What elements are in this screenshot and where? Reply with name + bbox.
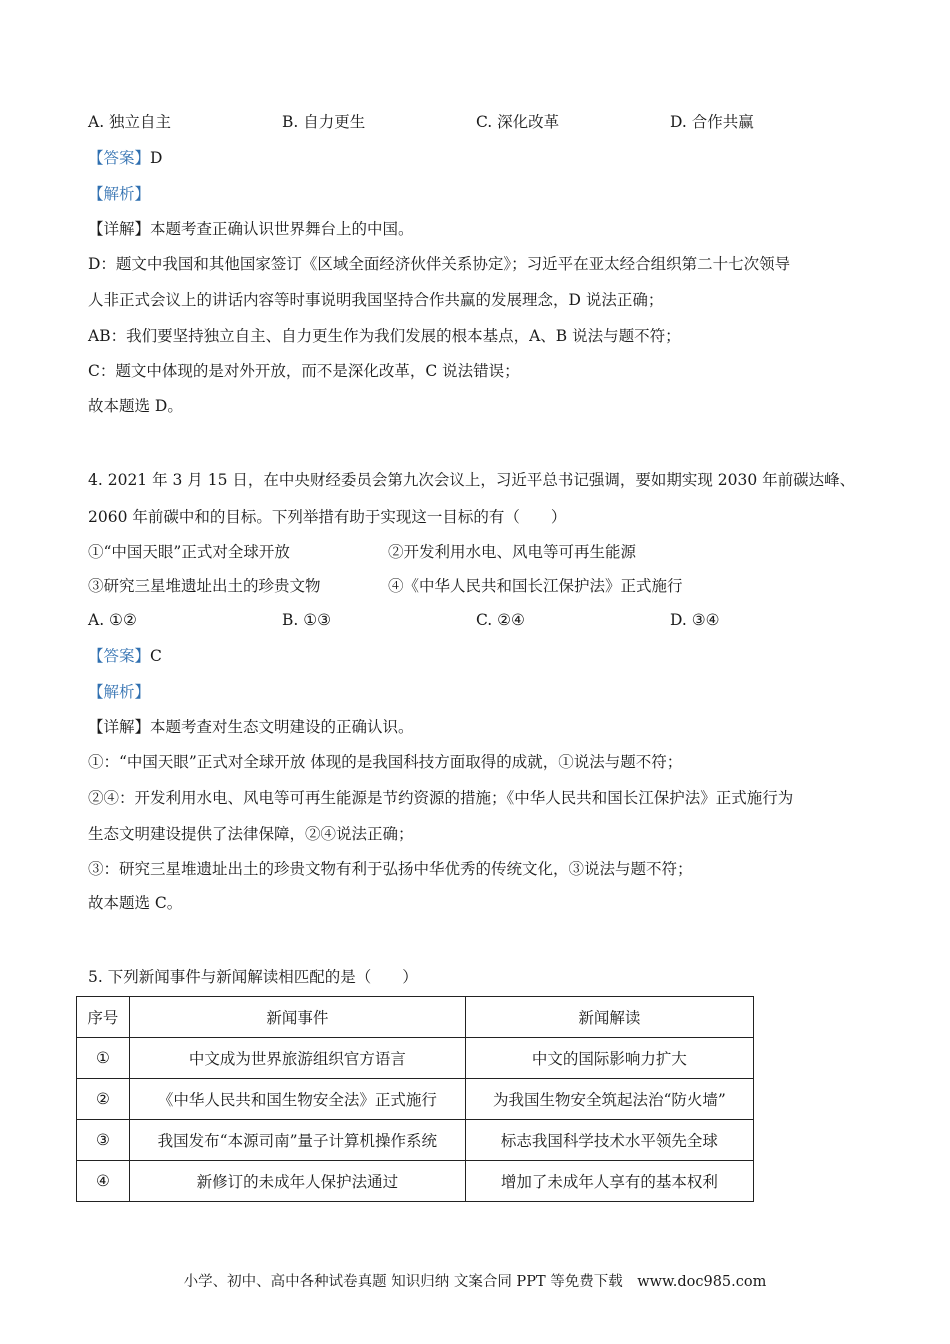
table-row bbox=[77, 1079, 754, 1120]
q4-option-a: A. ①② bbox=[88, 611, 137, 629]
table-cell: 增加了未成年人享有的基本权利 bbox=[465, 1161, 753, 1202]
q4-item-2: ②开发利用水电、风电等可再生能源 bbox=[388, 543, 637, 561]
q4-line: 【详解】本题考查对生态文明建设的正确认识。 bbox=[88, 718, 414, 736]
q4-line: ②④：开发利用水电、风电等可再生能源是节约资源的措施；《中华人民共和国长江保护法》正式施行为 bbox=[88, 789, 794, 807]
header-cell: 序号 bbox=[77, 997, 130, 1038]
q3-line: C：题文中体现的是对外开放，而不是深化改革，C 说法错误； bbox=[88, 362, 520, 380]
q3-line: AB：我们要坚持独立自主、自力更生作为我们发展的根本基点，A、B 说法与题不符； bbox=[88, 327, 681, 345]
header-cell: 新闻事件 bbox=[129, 997, 465, 1038]
q3-answer bbox=[88, 148, 162, 168]
news-table bbox=[76, 996, 754, 1202]
q3-line: 人非正式会议上的讲话内容等时事说明我国坚持合作共赢的发展理念，D 说法正确； bbox=[88, 291, 664, 309]
q3-option-a: A. 独立自主 bbox=[88, 113, 172, 131]
q4-option-c: C. ②④ bbox=[476, 611, 525, 629]
table-row bbox=[77, 1038, 754, 1079]
q4-option-d: D. ③④ bbox=[670, 611, 720, 629]
table-cell: ④ bbox=[77, 1161, 130, 1202]
q4-item-1: ①“中国天眼”正式对全球开放 bbox=[88, 543, 290, 561]
answer-value: D bbox=[150, 149, 163, 167]
answer-tag: 【答案】 bbox=[88, 149, 151, 167]
table-cell: 中文成为世界旅游组织官方语言 bbox=[129, 1038, 465, 1079]
table-cell: 《中华人民共和国生物安全法》正式施行 bbox=[129, 1079, 465, 1120]
table-row bbox=[77, 1161, 754, 1202]
q3-option-c: C. 深化改革 bbox=[476, 113, 560, 131]
table-cell: 为我国生物安全筑起法治“防火墙” bbox=[465, 1079, 753, 1120]
header-cell: 新闻解读 bbox=[465, 997, 753, 1038]
q3-option-d: D. 合作共赢 bbox=[670, 113, 754, 131]
q5-stem: 5. 下列新闻事件与新闻解读相匹配的是（ ） bbox=[88, 968, 418, 986]
q4-stem: 4. 2021 年 3 月 15 日，在中央财经委员会第九次会议上，习近平总书记强调，要如期实现 2030 年前碳达峰、 bbox=[88, 471, 856, 489]
q4-item-4: ④《中华人民共和国长江保护法》正式施行 bbox=[388, 577, 683, 595]
q4-analysis-tag: 【解析】 bbox=[88, 683, 151, 701]
table-row bbox=[77, 1120, 754, 1161]
q4-line: 生态文明建设提供了法律保障，②④说法正确； bbox=[88, 825, 414, 843]
q3-analysis-tag: 【解析】 bbox=[88, 185, 151, 203]
table-cell: ② bbox=[77, 1079, 130, 1120]
q3-line: D：题文中我国和其他国家签订《区域全面经济伙伴关系协定》；习近平在亚太经合组织第二十七次领导 bbox=[88, 255, 791, 273]
q4-line: ③：研究三星堆遗址出土的珍贵文物有利于弘扬中华优秀的传统文化，③说法与题不符； bbox=[88, 860, 693, 878]
table-cell: ③ bbox=[77, 1120, 130, 1161]
q4-option-b: B. ①③ bbox=[282, 611, 332, 629]
table-cell: 新修订的未成年人保护法通过 bbox=[129, 1161, 465, 1202]
q4-line: ①：“中国天眼”正式对全球开放 体现的是我国科技方面取得的成就，①说法与题不符； bbox=[88, 753, 683, 771]
q3-option-b: B. 自力更生 bbox=[282, 113, 366, 131]
answer-tag: 【答案】 bbox=[88, 647, 151, 665]
q4-stem: 2060 年前碳中和的目标。下列举措有助于实现这一目标的有（ ） bbox=[88, 508, 567, 526]
q3-line: 故本题选 D。 bbox=[88, 397, 183, 415]
table-cell: 标志我国科学技术水平领先全球 bbox=[465, 1120, 753, 1161]
q4-line: 故本题选 C。 bbox=[88, 894, 183, 912]
table-cell: 中文的国际影响力扩大 bbox=[465, 1038, 753, 1079]
table-cell: ① bbox=[77, 1038, 130, 1079]
q3-line: 【详解】本题考查正确认识世界舞台上的中国。 bbox=[88, 220, 414, 238]
table-header-row bbox=[77, 997, 754, 1038]
page-footer: 小学、初中、高中各种试卷真题 知识归纳 文案合同 PPT 等免费下载 www.doc985.com bbox=[183, 1274, 767, 1290]
q4-item-3: ③研究三星堆遗址出土的珍贵文物 bbox=[88, 577, 321, 595]
answer-value: C bbox=[150, 647, 162, 665]
q4-answer bbox=[88, 646, 162, 666]
table-cell: 我国发布“本源司南”量子计算机操作系统 bbox=[129, 1120, 465, 1161]
